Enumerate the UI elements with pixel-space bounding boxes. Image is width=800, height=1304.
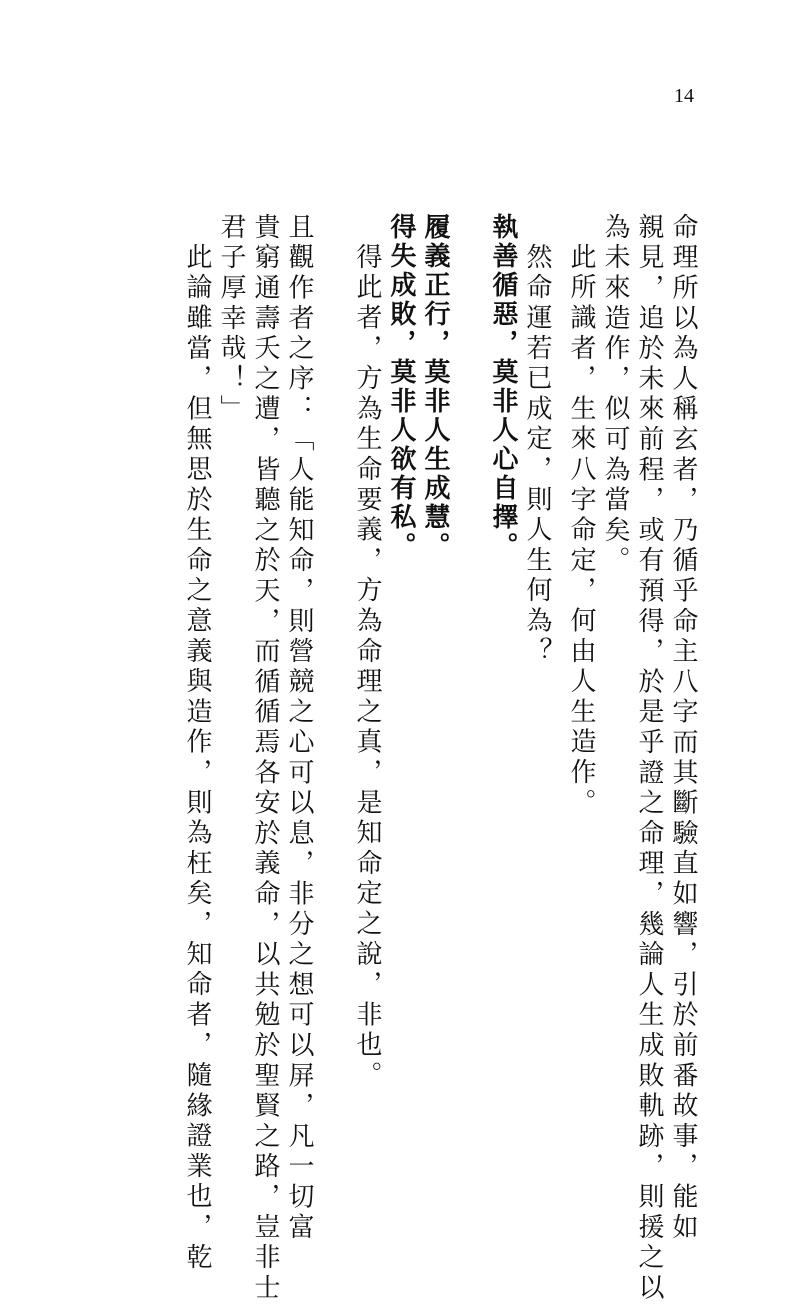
vertical-text-body	[180, 213, 700, 1304]
emphasis-column: 得失成敗，莫非人欲有私。	[386, 213, 416, 561]
text-column: 為未來造作，似可為當矣。	[600, 213, 630, 577]
text-column: 且觀作者之序：「人能知命，則營競之心可以息，非分之想可以屏，凡一切富	[284, 213, 314, 1244]
page-number: 14	[674, 85, 694, 107]
text-column: 君子厚幸哉！」	[216, 213, 246, 426]
text-column: 此所識者，生來八字命定，何由人生造作。	[566, 243, 596, 819]
text-column: 此論雖當，但無思於生命之意義與造作，則為枉矣，知命者，隨緣證業也，乾	[182, 243, 212, 1274]
text-column: 然命運若已成定，則人生何為？	[522, 243, 552, 668]
text-column: 親見，追於未來前程，或有預得，於是乎證之命理，幾論人生成敗軌跡，則援之以	[634, 213, 664, 1304]
text-column: 命理所以為人稱玄者，乃循乎命主八字而其斷驗直如響，引於前番故事，能如	[668, 213, 698, 1244]
emphasis-column: 執善循惡，莫非人心自擇。	[488, 213, 518, 561]
text-column: 得此者，方為生命要義，方為命理之真，是知命定之說，非也。	[352, 243, 382, 1092]
text-column: 貴窮通壽夭之遭，皆聽之於天，而循循焉各安於義命，以共勉於聖賢之路，豈非士	[250, 213, 280, 1304]
emphasis-column: 履義正行，莫非人生成慧。	[420, 213, 450, 561]
